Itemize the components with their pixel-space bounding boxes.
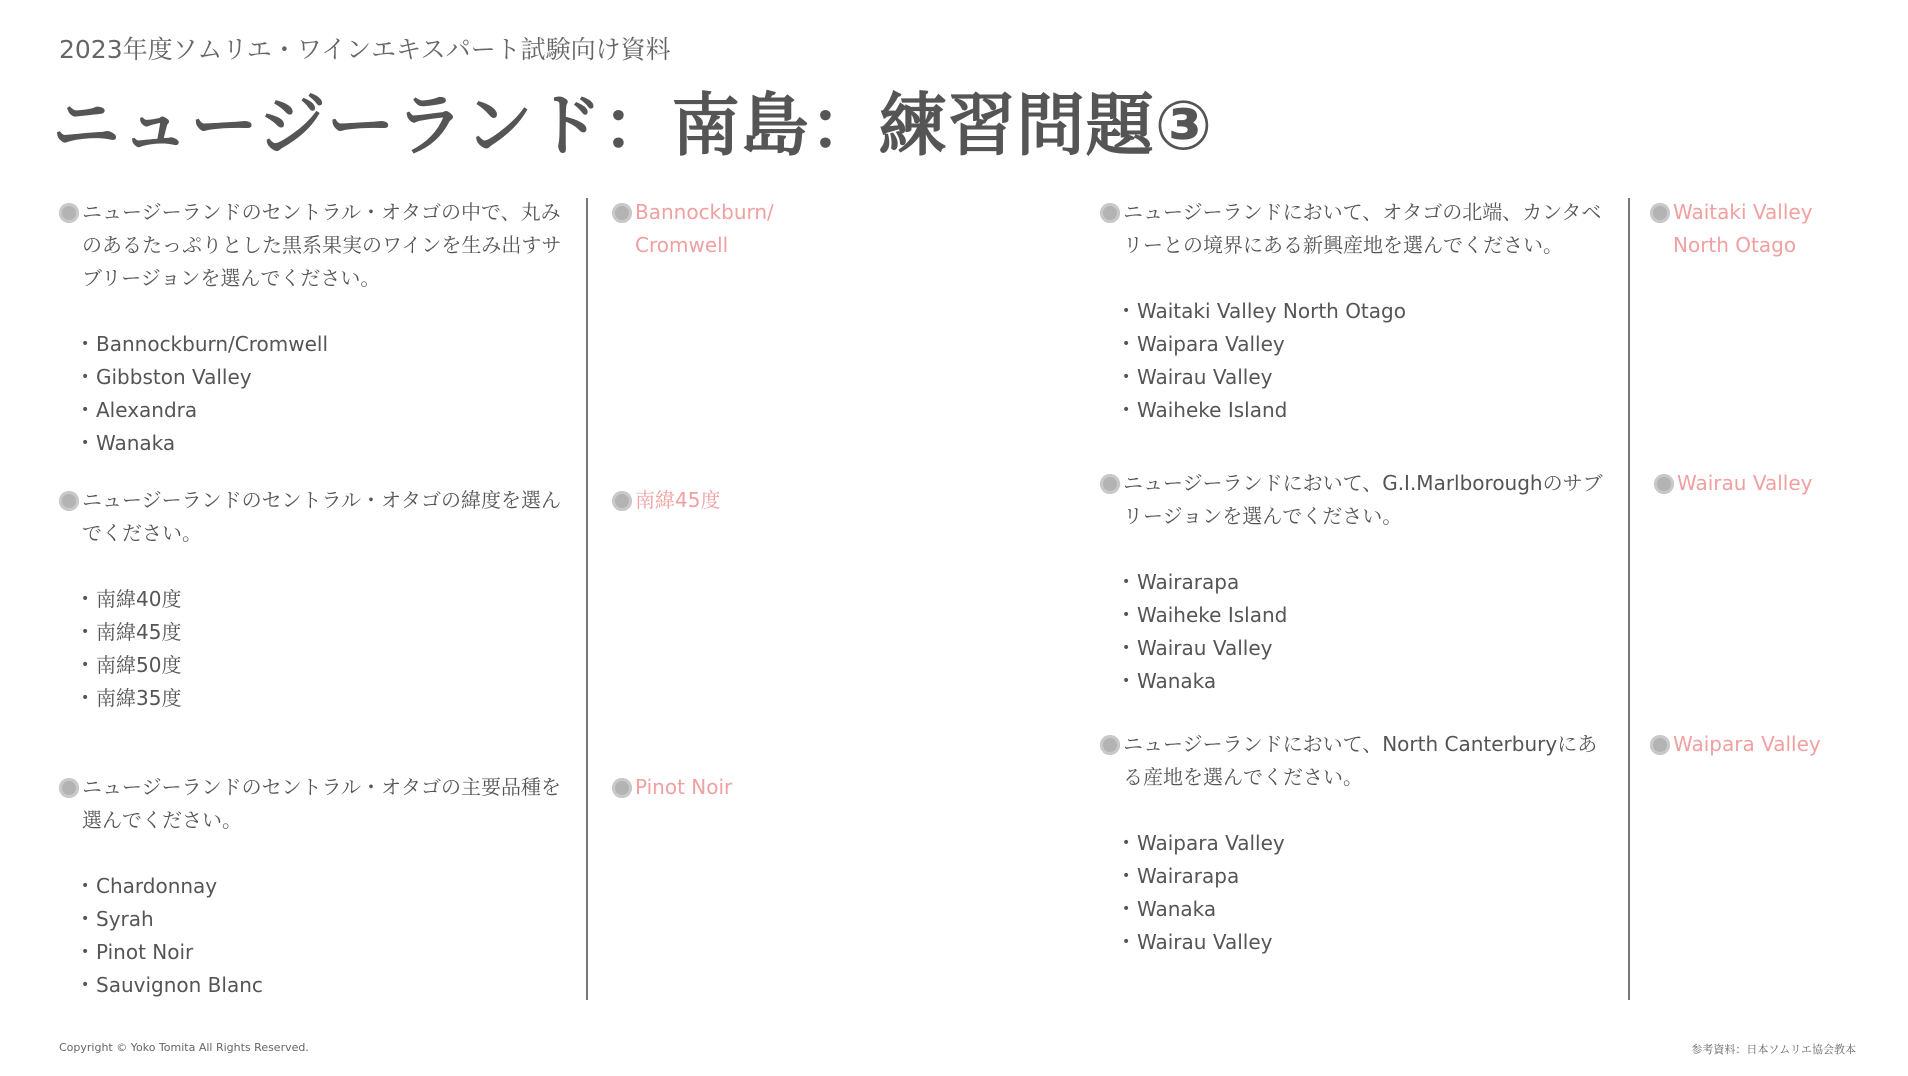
answer-line: Cromwell bbox=[635, 233, 729, 257]
options-list bbox=[1100, 827, 1620, 959]
option-item: • 南緯35度 bbox=[81, 682, 579, 715]
option-item: • Bannockburn/Cromwell bbox=[81, 328, 579, 361]
answer-6 bbox=[1650, 728, 1821, 761]
answer-line: Bannockburn/ bbox=[635, 200, 774, 224]
question-line: リーとの境界にある新興産地を選んでください。 bbox=[1123, 233, 1563, 257]
option-item: • Waipara Valley bbox=[1122, 328, 1620, 361]
option-item: • Alexandra bbox=[81, 394, 579, 427]
option-item: • Chardonnay bbox=[81, 870, 579, 903]
options-list bbox=[59, 583, 579, 715]
question-line: のあるたっぷりとした黒系果実のワインを生み出すサ bbox=[82, 233, 562, 257]
circle-bullet-icon bbox=[59, 203, 79, 223]
circle-bullet-icon bbox=[1654, 474, 1674, 494]
circle-bullet-icon bbox=[612, 778, 632, 798]
answer-line: Pinot Noir bbox=[635, 775, 733, 799]
answer-5 bbox=[1654, 467, 1812, 500]
question-line: ニュージーランドのセントラル・オタゴの緯度を選ん bbox=[82, 488, 561, 512]
answer-line: Wairau Valley bbox=[1677, 471, 1813, 495]
question-line: ニュージーランドのセントラル・オタゴの中で、丸み bbox=[82, 200, 561, 224]
divider-left bbox=[586, 198, 588, 1000]
circle-bullet-icon bbox=[1650, 203, 1670, 223]
answer-line: North Otago bbox=[1673, 233, 1797, 257]
question-6 bbox=[1100, 728, 1620, 959]
circle-bullet-icon bbox=[1100, 735, 1120, 755]
answer-line: Waipara Valley bbox=[1673, 732, 1821, 756]
question-text bbox=[59, 771, 579, 837]
option-item: • Wanaka bbox=[1122, 665, 1620, 698]
question-line: ニュージーランドにおいて、North Canterburyにあ bbox=[1123, 732, 1598, 756]
question-5 bbox=[1100, 467, 1620, 698]
question-4 bbox=[1100, 196, 1620, 427]
option-item: • Gibbston Valley bbox=[81, 361, 579, 394]
question-2 bbox=[59, 484, 579, 715]
options-list bbox=[1100, 295, 1620, 427]
question-line: ブリージョンを選んでください。 bbox=[82, 266, 381, 290]
question-text bbox=[1100, 467, 1620, 533]
circle-bullet-icon bbox=[612, 203, 632, 223]
option-item: • Waiheke Island bbox=[1122, 394, 1620, 427]
option-item: • Wairarapa bbox=[1122, 860, 1620, 893]
option-item: • Sauvignon Blanc bbox=[81, 969, 579, 1002]
circle-bullet-icon bbox=[612, 491, 632, 511]
question-text bbox=[59, 196, 579, 295]
circle-bullet-icon bbox=[1650, 735, 1670, 755]
answer-3 bbox=[612, 771, 732, 804]
question-line: でください。 bbox=[82, 521, 202, 545]
question-line: ニュージーランドにおいて、オタゴの北端、カンタベ bbox=[1123, 200, 1602, 224]
question-text bbox=[1100, 196, 1620, 262]
option-item: • Wanaka bbox=[1122, 893, 1620, 926]
question-line: ニュージーランドにおいて、G.I.Marlboroughのサブ bbox=[1123, 471, 1603, 495]
circle-bullet-icon bbox=[59, 778, 79, 798]
option-item: • Waitaki Valley North Otago bbox=[1122, 295, 1620, 328]
question-text bbox=[1100, 728, 1620, 794]
option-item: • Waipara Valley bbox=[1122, 827, 1620, 860]
option-item: • 南緯40度 bbox=[81, 583, 579, 616]
answer-line: Waitaki Valley bbox=[1673, 200, 1813, 224]
answer-4 bbox=[1650, 196, 1813, 262]
option-item: • Syrah bbox=[81, 903, 579, 936]
reference-footer: 参考資料：日本ソムリエ協会教本 bbox=[1691, 1043, 1856, 1056]
circle-bullet-icon bbox=[1100, 474, 1120, 494]
option-item: • Waiheke Island bbox=[1122, 599, 1620, 632]
copyright-footer: Copyright © Yoko Tomita All Rights Reserved. bbox=[59, 1041, 309, 1054]
question-1 bbox=[59, 196, 579, 460]
question-text bbox=[59, 484, 579, 550]
question-line: 選んでください。 bbox=[82, 808, 242, 832]
option-item: • Wairau Valley bbox=[1122, 361, 1620, 394]
circle-bullet-icon bbox=[1100, 203, 1120, 223]
page-subtitle: 2023年度ソムリエ・ワインエキスパート試験向け資料 bbox=[59, 35, 671, 64]
circle-bullet-icon bbox=[59, 491, 79, 511]
question-3 bbox=[59, 771, 579, 1002]
option-item: • Pinot Noir bbox=[81, 936, 579, 969]
option-item: • Wairau Valley bbox=[1122, 632, 1620, 665]
question-line: る産地を選んでください。 bbox=[1123, 765, 1363, 789]
option-item: • Wanaka bbox=[81, 427, 579, 460]
options-list bbox=[59, 328, 579, 460]
answer-1 bbox=[612, 196, 774, 262]
options-list bbox=[1100, 566, 1620, 698]
option-item: • 南緯45度 bbox=[81, 616, 579, 649]
answer-line: 南緯45度 bbox=[635, 488, 721, 512]
answer-2 bbox=[612, 484, 720, 517]
option-item: • 南緯50度 bbox=[81, 649, 579, 682]
option-item: • Wairarapa bbox=[1122, 566, 1620, 599]
option-item: • Wairau Valley bbox=[1122, 926, 1620, 959]
options-list bbox=[59, 870, 579, 1002]
page-title: ニュージーランド：南島：練習問題③ bbox=[52, 87, 1214, 166]
question-line: ニュージーランドのセントラル・オタゴの主要品種を bbox=[82, 775, 561, 799]
divider-right bbox=[1628, 198, 1630, 1000]
question-line: リージョンを選んでください。 bbox=[1123, 504, 1403, 528]
